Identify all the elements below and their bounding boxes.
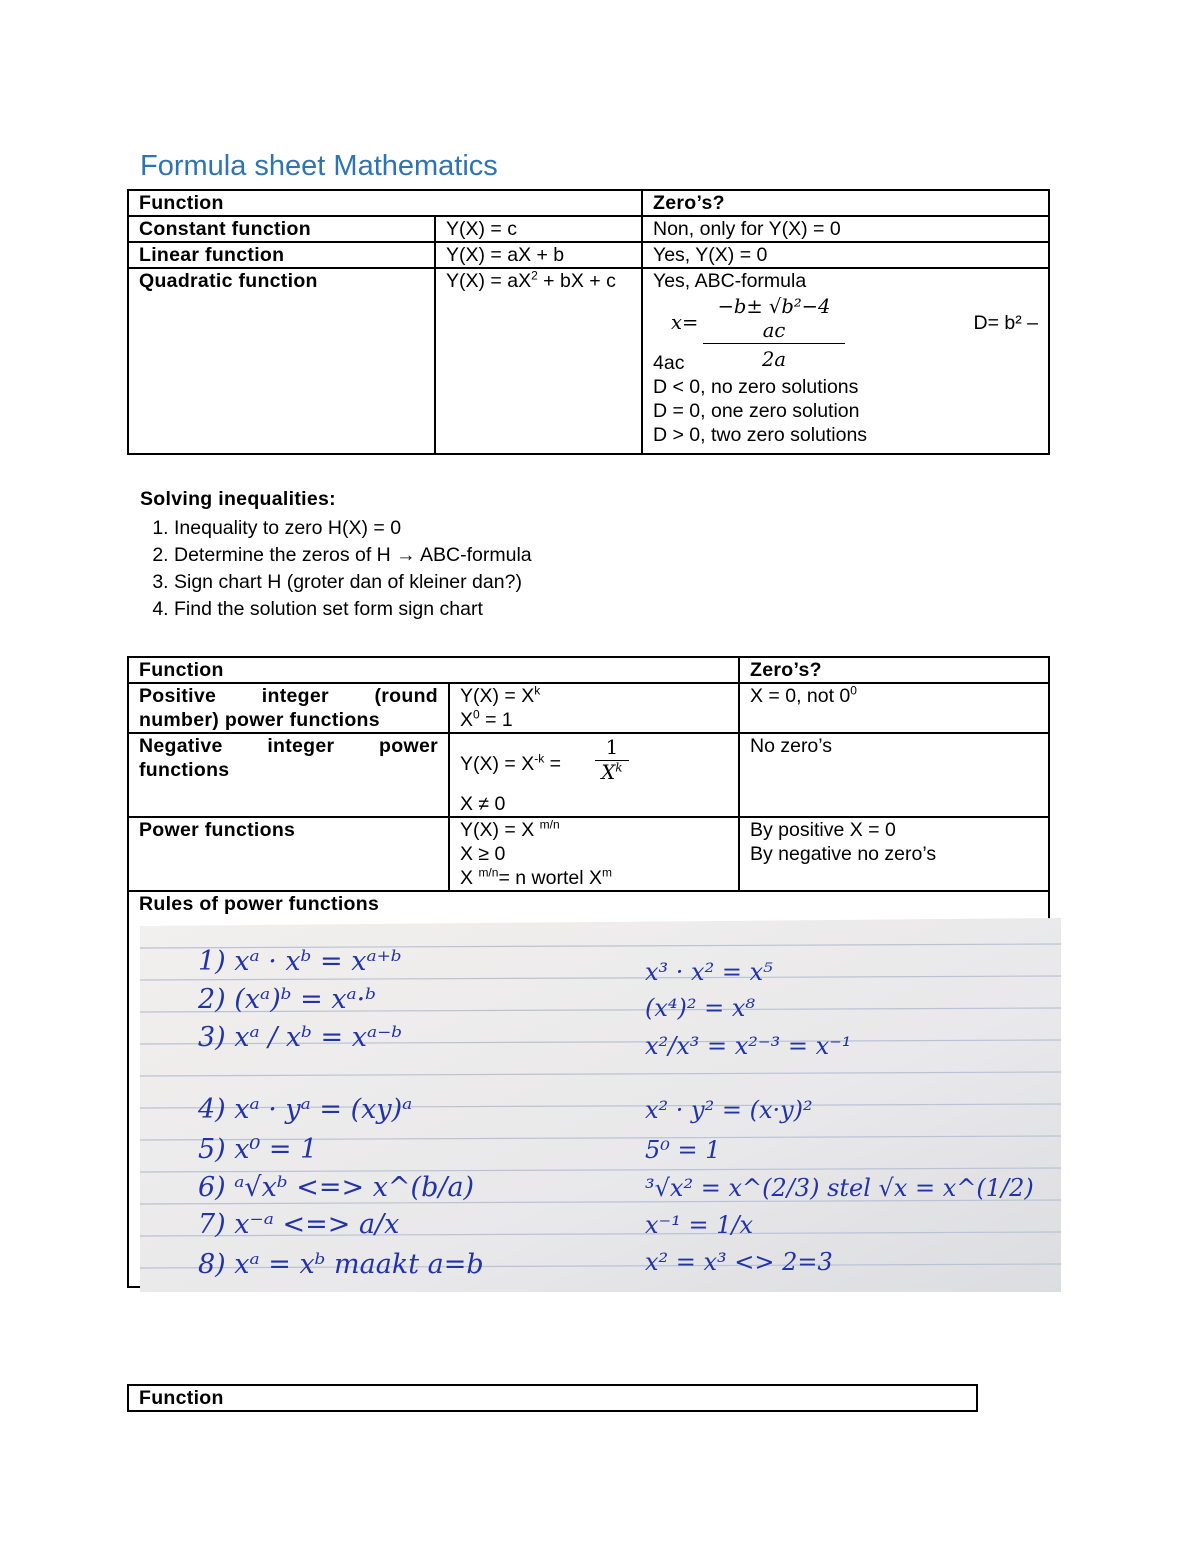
list-item: 3. Sign chart H (groter dan of kleiner dan?) — [174, 569, 532, 596]
handwritten-example: (x⁴)² = x⁸ — [645, 994, 756, 1022]
handwritten-example: x³ · x² = x⁵ — [645, 958, 773, 986]
header-function: Function — [128, 657, 739, 683]
row-zeros: Non, only for Y(X) = 0 — [642, 216, 1049, 242]
case: D > 0, two zero solutions — [653, 424, 868, 446]
row-name: Positive integer (round number) power functions — [128, 683, 449, 733]
header-function: Function — [128, 190, 642, 216]
row-name: Constant function — [128, 216, 435, 242]
section-heading: Solving inequalities: — [140, 488, 336, 510]
handwritten-example: 5⁰ = 1 — [645, 1136, 721, 1164]
handwritten-rule: 5) x⁰ = 1 — [198, 1134, 318, 1165]
steps-list — [140, 515, 532, 623]
discriminant: D= b² – — [973, 312, 1038, 334]
row-formula: Y(X) = c — [435, 216, 642, 242]
abc-formula: x= $\frac{\text{−b± √b²−4 ac}}{2a}$ D= b² – — [671, 295, 1038, 371]
handwritten-rule: 4) xᵃ · yᵃ = (xy)ᵃ — [198, 1094, 413, 1125]
row-zeros: Yes, Y(X) = 0 — [642, 242, 1049, 268]
abc-label: Yes, ABC-formula — [653, 270, 807, 292]
row-name: Negative integer power functions — [128, 733, 449, 817]
row-formula: $Y(X) = aX^2$ + bX + c — [435, 268, 642, 454]
row-name: Linear function — [128, 242, 435, 268]
list-item: 4. Find the solution set form sign chart — [174, 596, 532, 623]
row-formula: $Y(X) = X^{-k}$ = $\frac{1}{X^k}$ X ≠ 0 — [449, 733, 739, 817]
row-name: Quadratic function — [128, 268, 435, 454]
discriminant-cont: 4ac — [653, 352, 685, 374]
list-item: 1. Inequality to zero H(X) = 0 — [174, 515, 532, 542]
inequalities-section — [140, 486, 532, 623]
row-formula: Y(X) = aX + b — [435, 242, 642, 268]
row-zeros — [642, 268, 1049, 454]
functions-table — [127, 189, 1050, 455]
row-zeros: By positive X = 0 By negative no zero’s — [739, 817, 1049, 891]
row-zeros: X = 0, not $0^0$ — [739, 683, 1049, 733]
row-zeros: No zero’s — [739, 733, 1049, 817]
header-function: Function — [128, 1385, 977, 1411]
handwritten-rules-photo — [140, 918, 1061, 1292]
handwritten-example: x² = x³ <> 2=3 — [645, 1248, 833, 1276]
case: D < 0, no zero solutions — [653, 376, 859, 398]
functions-table-3 — [127, 1384, 978, 1412]
page-title: Formula sheet Mathematics — [140, 150, 498, 182]
handwritten-example: ³√x² = x^(2/3) stel √x = x^(1/2) — [645, 1174, 1034, 1202]
header-zeros: Zero’s? — [642, 190, 1049, 216]
handwritten-example: x² · y² = (x·y)² — [645, 1096, 813, 1124]
header-zeros: Zero’s? — [739, 657, 1049, 683]
case: D = 0, one zero solution — [653, 400, 860, 422]
handwritten-example: x⁻¹ = 1/x — [645, 1211, 754, 1239]
handwritten-rule: 1) xᵃ · xᵇ = xᵃ⁺ᵇ — [198, 946, 402, 977]
handwritten-rule: 3) xᵃ / xᵇ = xᵃ⁻ᵇ — [198, 1022, 403, 1053]
rules-heading: Rules of power functions — [128, 891, 1049, 1287]
row-formula: Y(X) = X $^{m/n}$ X ≥ 0 X $^{m/n}$= n wortel $X^m$ — [449, 817, 739, 891]
handwritten-rule: 8) xᵃ = xᵇ maakt a=b — [198, 1249, 484, 1280]
list-item: 2. Determine the zeros of H → ABC-formula — [174, 542, 532, 569]
handwritten-example: x²/x³ = x²⁻³ = x⁻¹ — [645, 1032, 852, 1060]
handwritten-rule: 6) ᵃ√xᵇ <=> x^(b/a) — [198, 1172, 475, 1203]
handwritten-rule: 7) x⁻ᵃ <=> a/x — [198, 1209, 400, 1240]
row-name: Power functions — [128, 817, 449, 891]
row-formula: $Y(X) = X^k$ $X^0 = 1$ — [449, 683, 739, 733]
handwritten-rule: 2) (xᵃ)ᵇ = xᵃ·ᵇ — [198, 984, 377, 1015]
